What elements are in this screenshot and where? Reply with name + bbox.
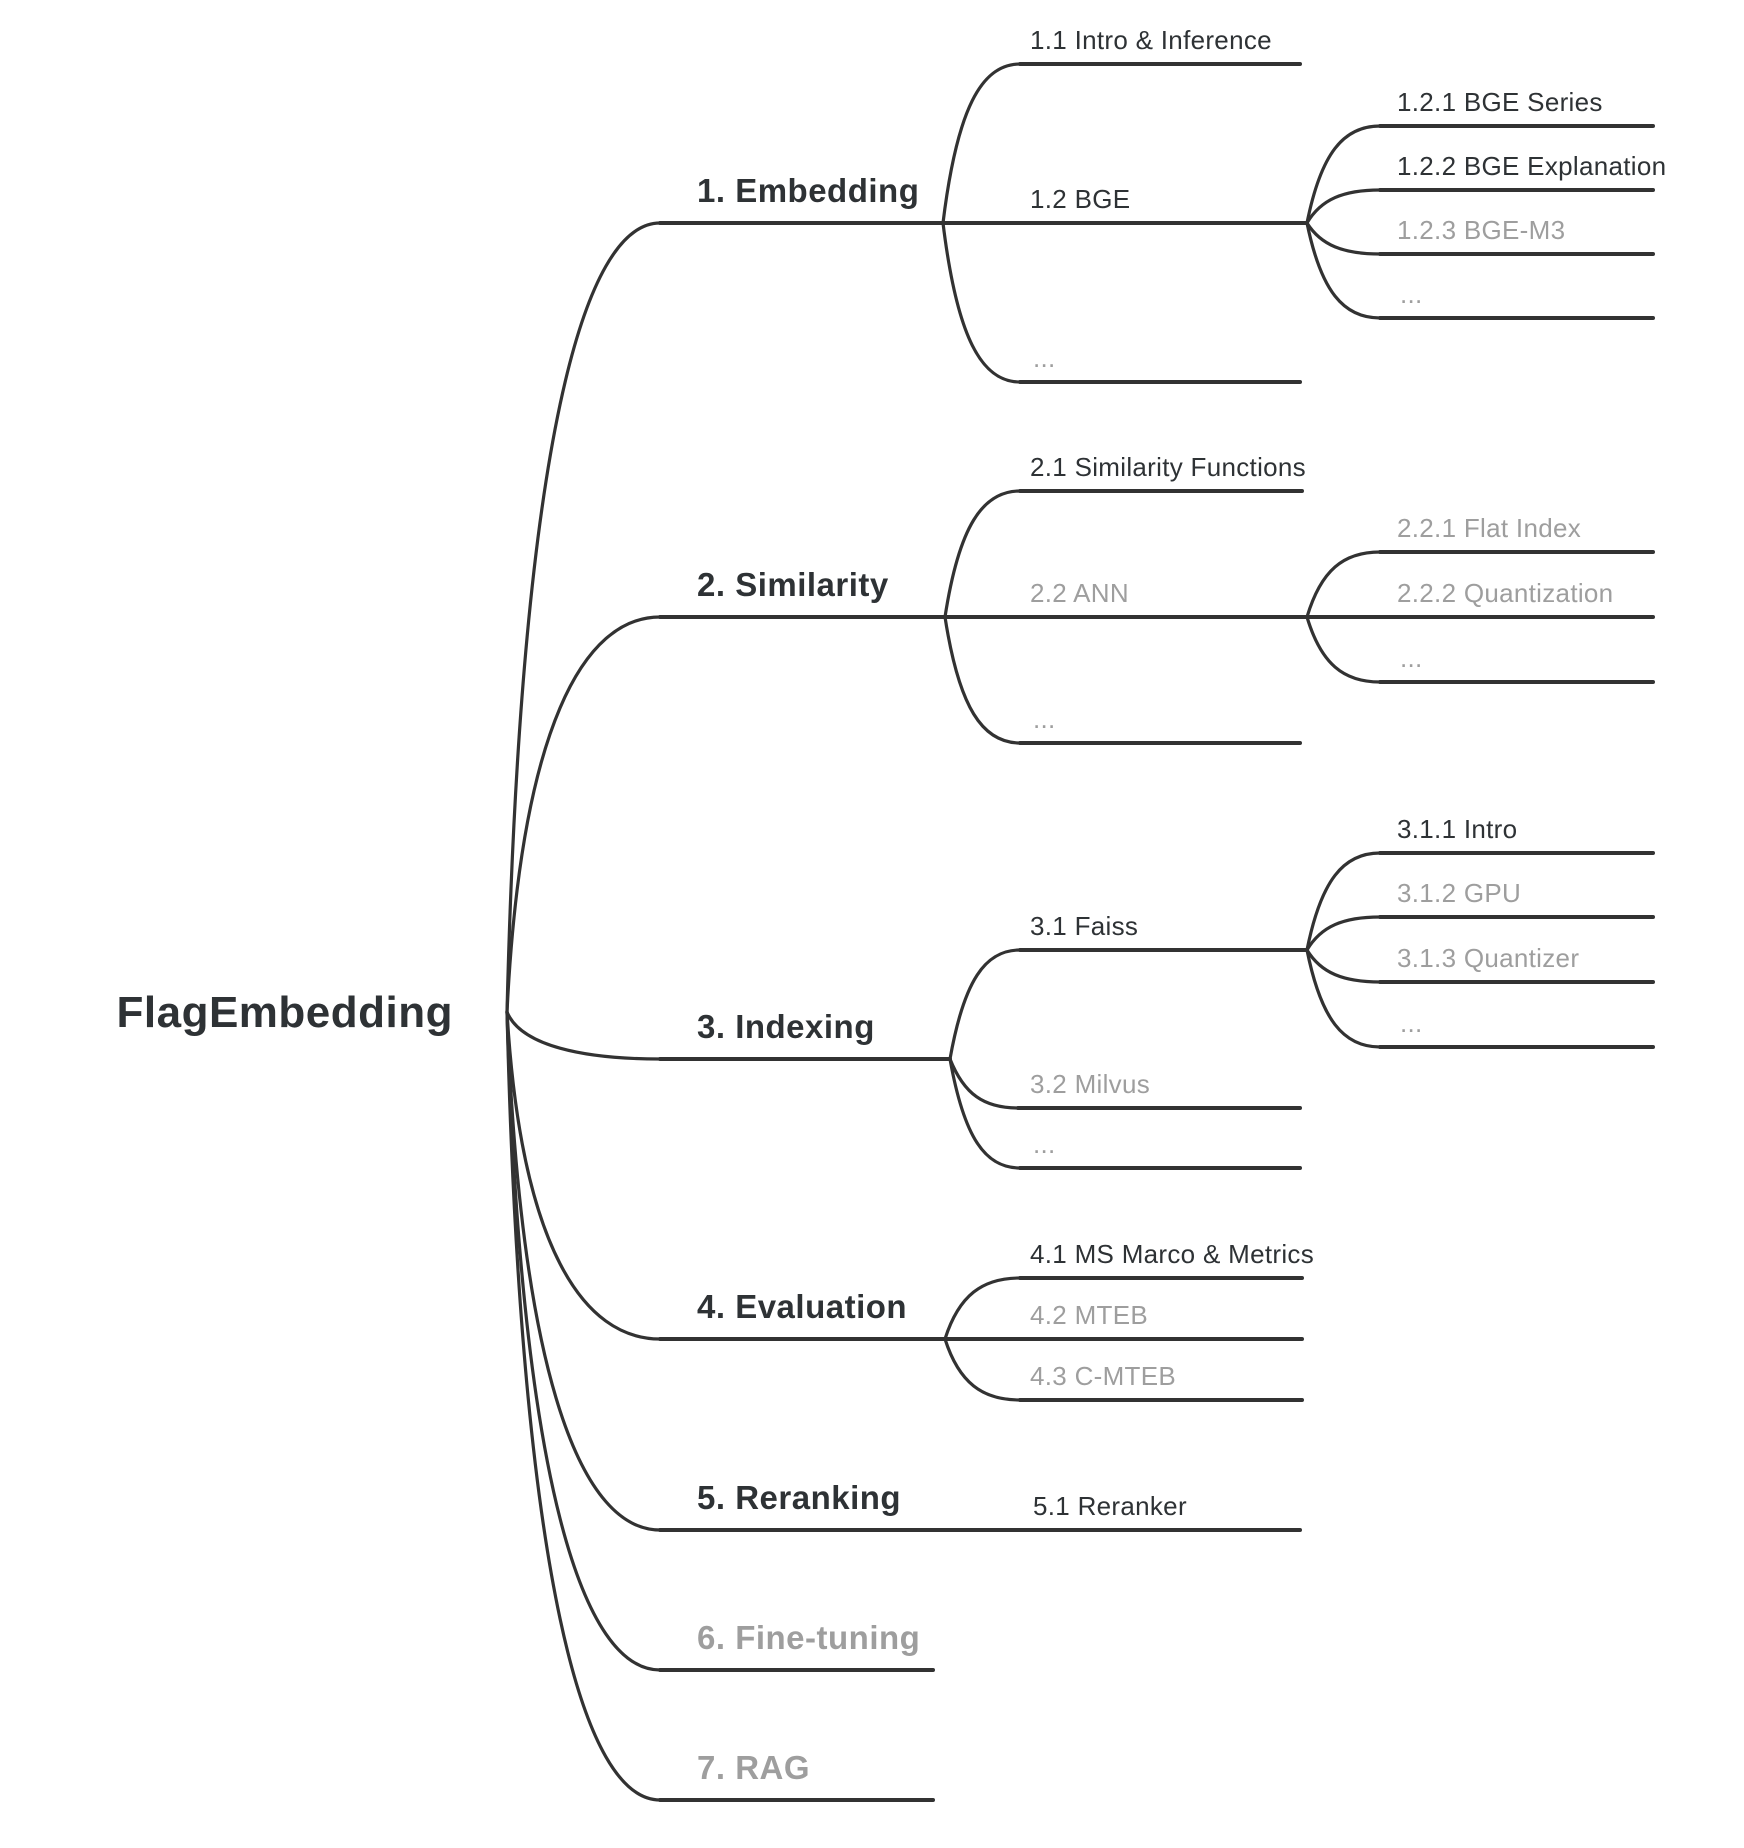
node-2-2-ellipsis[interactable]: ... <box>1400 643 1423 673</box>
node-4-1-ms-marco-metrics[interactable]: 4.1 MS Marco & Metrics <box>1030 1239 1314 1269</box>
node-1-2-bge[interactable]: 1.2 BGE <box>1030 184 1131 214</box>
edge-link-7-rag <box>507 1012 660 1800</box>
edge-link-3-ellipsis <box>950 1059 1020 1168</box>
node-flagembedding[interactable]: FlagEmbedding <box>116 988 453 1037</box>
edge-link-2-ellipsis <box>945 617 1020 743</box>
edge-link-4-1-ms-marco-metrics <box>945 1278 1020 1339</box>
node-2-2-1-flat-index[interactable]: 2.2.1 Flat Index <box>1397 513 1582 543</box>
edge-link-1-ellipsis <box>943 223 1020 382</box>
node-3-ellipsis[interactable]: ... <box>1033 1129 1056 1159</box>
edge-link-2-1-similarity-functions <box>945 491 1020 617</box>
node-1-ellipsis[interactable]: ... <box>1033 343 1056 373</box>
edge-link-4-3-c-mteb <box>945 1339 1020 1400</box>
node-3-1-ellipsis[interactable]: ... <box>1400 1008 1423 1038</box>
node-1-2-ellipsis[interactable]: ... <box>1400 279 1423 309</box>
node-3-1-1-intro[interactable]: 3.1.1 Intro <box>1397 814 1518 844</box>
node-3-2-milvus[interactable]: 3.2 Milvus <box>1030 1069 1151 1099</box>
node-1-2-2-bge-explanation[interactable]: 1.2.2 BGE Explanation <box>1397 151 1667 181</box>
edge-link-2-2-1-flat-index <box>1307 552 1380 617</box>
node-4-3-c-mteb[interactable]: 4.3 C-MTEB <box>1030 1361 1177 1391</box>
node-1-2-3-bge-m3[interactable]: 1.2.3 BGE-M3 <box>1397 215 1566 245</box>
node-4-evaluation[interactable]: 4. Evaluation <box>697 1288 908 1325</box>
node-7-rag[interactable]: 7. RAG <box>697 1749 811 1786</box>
edge-link-2-similarity <box>507 617 660 1012</box>
node-2-2-ann[interactable]: 2.2 ANN <box>1030 578 1129 608</box>
node-1-2-1-bge-series[interactable]: 1.2.1 BGE Series <box>1397 87 1603 117</box>
edge-link-1-embedding <box>507 223 660 1012</box>
edge-link-3-1-2-gpu <box>1307 917 1380 950</box>
node-6-fine-tuning[interactable]: 6. Fine-tuning <box>697 1619 921 1656</box>
edge-link-1-1-intro-inference <box>943 64 1020 223</box>
edge-link-1-2-3-bge-m3 <box>1307 223 1380 254</box>
edge-link-2-2-ellipsis <box>1307 617 1380 682</box>
node-2-2-2-quantization[interactable]: 2.2.2 Quantization <box>1397 578 1614 608</box>
edge-link-5-reranking <box>507 1012 660 1530</box>
edge-link-3-1-faiss <box>950 950 1020 1059</box>
edge-link-6-fine-tuning <box>507 1012 660 1670</box>
edge-link-3-1-3-quantizer <box>1307 950 1380 982</box>
node-1-1-intro-inference[interactable]: 1.1 Intro & Inference <box>1030 25 1272 55</box>
edge-link-1-2-2-bge-explanation <box>1307 190 1380 223</box>
node-1-embedding[interactable]: 1. Embedding <box>697 172 920 209</box>
node-2-similarity[interactable]: 2. Similarity <box>697 566 889 603</box>
node-3-1-3-quantizer[interactable]: 3.1.3 Quantizer <box>1397 943 1580 973</box>
node-5-reranking[interactable]: 5. Reranking <box>697 1479 902 1516</box>
edge-link-4-evaluation <box>507 1012 660 1339</box>
edge-link-3-indexing <box>507 1012 660 1059</box>
node-4-2-mteb[interactable]: 4.2 MTEB <box>1030 1300 1148 1330</box>
node-3-1-2-gpu[interactable]: 3.1.2 GPU <box>1397 878 1522 908</box>
node-2-1-similarity-functions[interactable]: 2.1 Similarity Functions <box>1030 452 1306 482</box>
node-5-1-reranker[interactable]: 5.1 Reranker <box>1033 1491 1187 1521</box>
node-3-1-faiss[interactable]: 3.1 Faiss <box>1030 911 1139 941</box>
node-3-indexing[interactable]: 3. Indexing <box>697 1008 875 1045</box>
node-2-ellipsis[interactable]: ... <box>1033 704 1056 734</box>
